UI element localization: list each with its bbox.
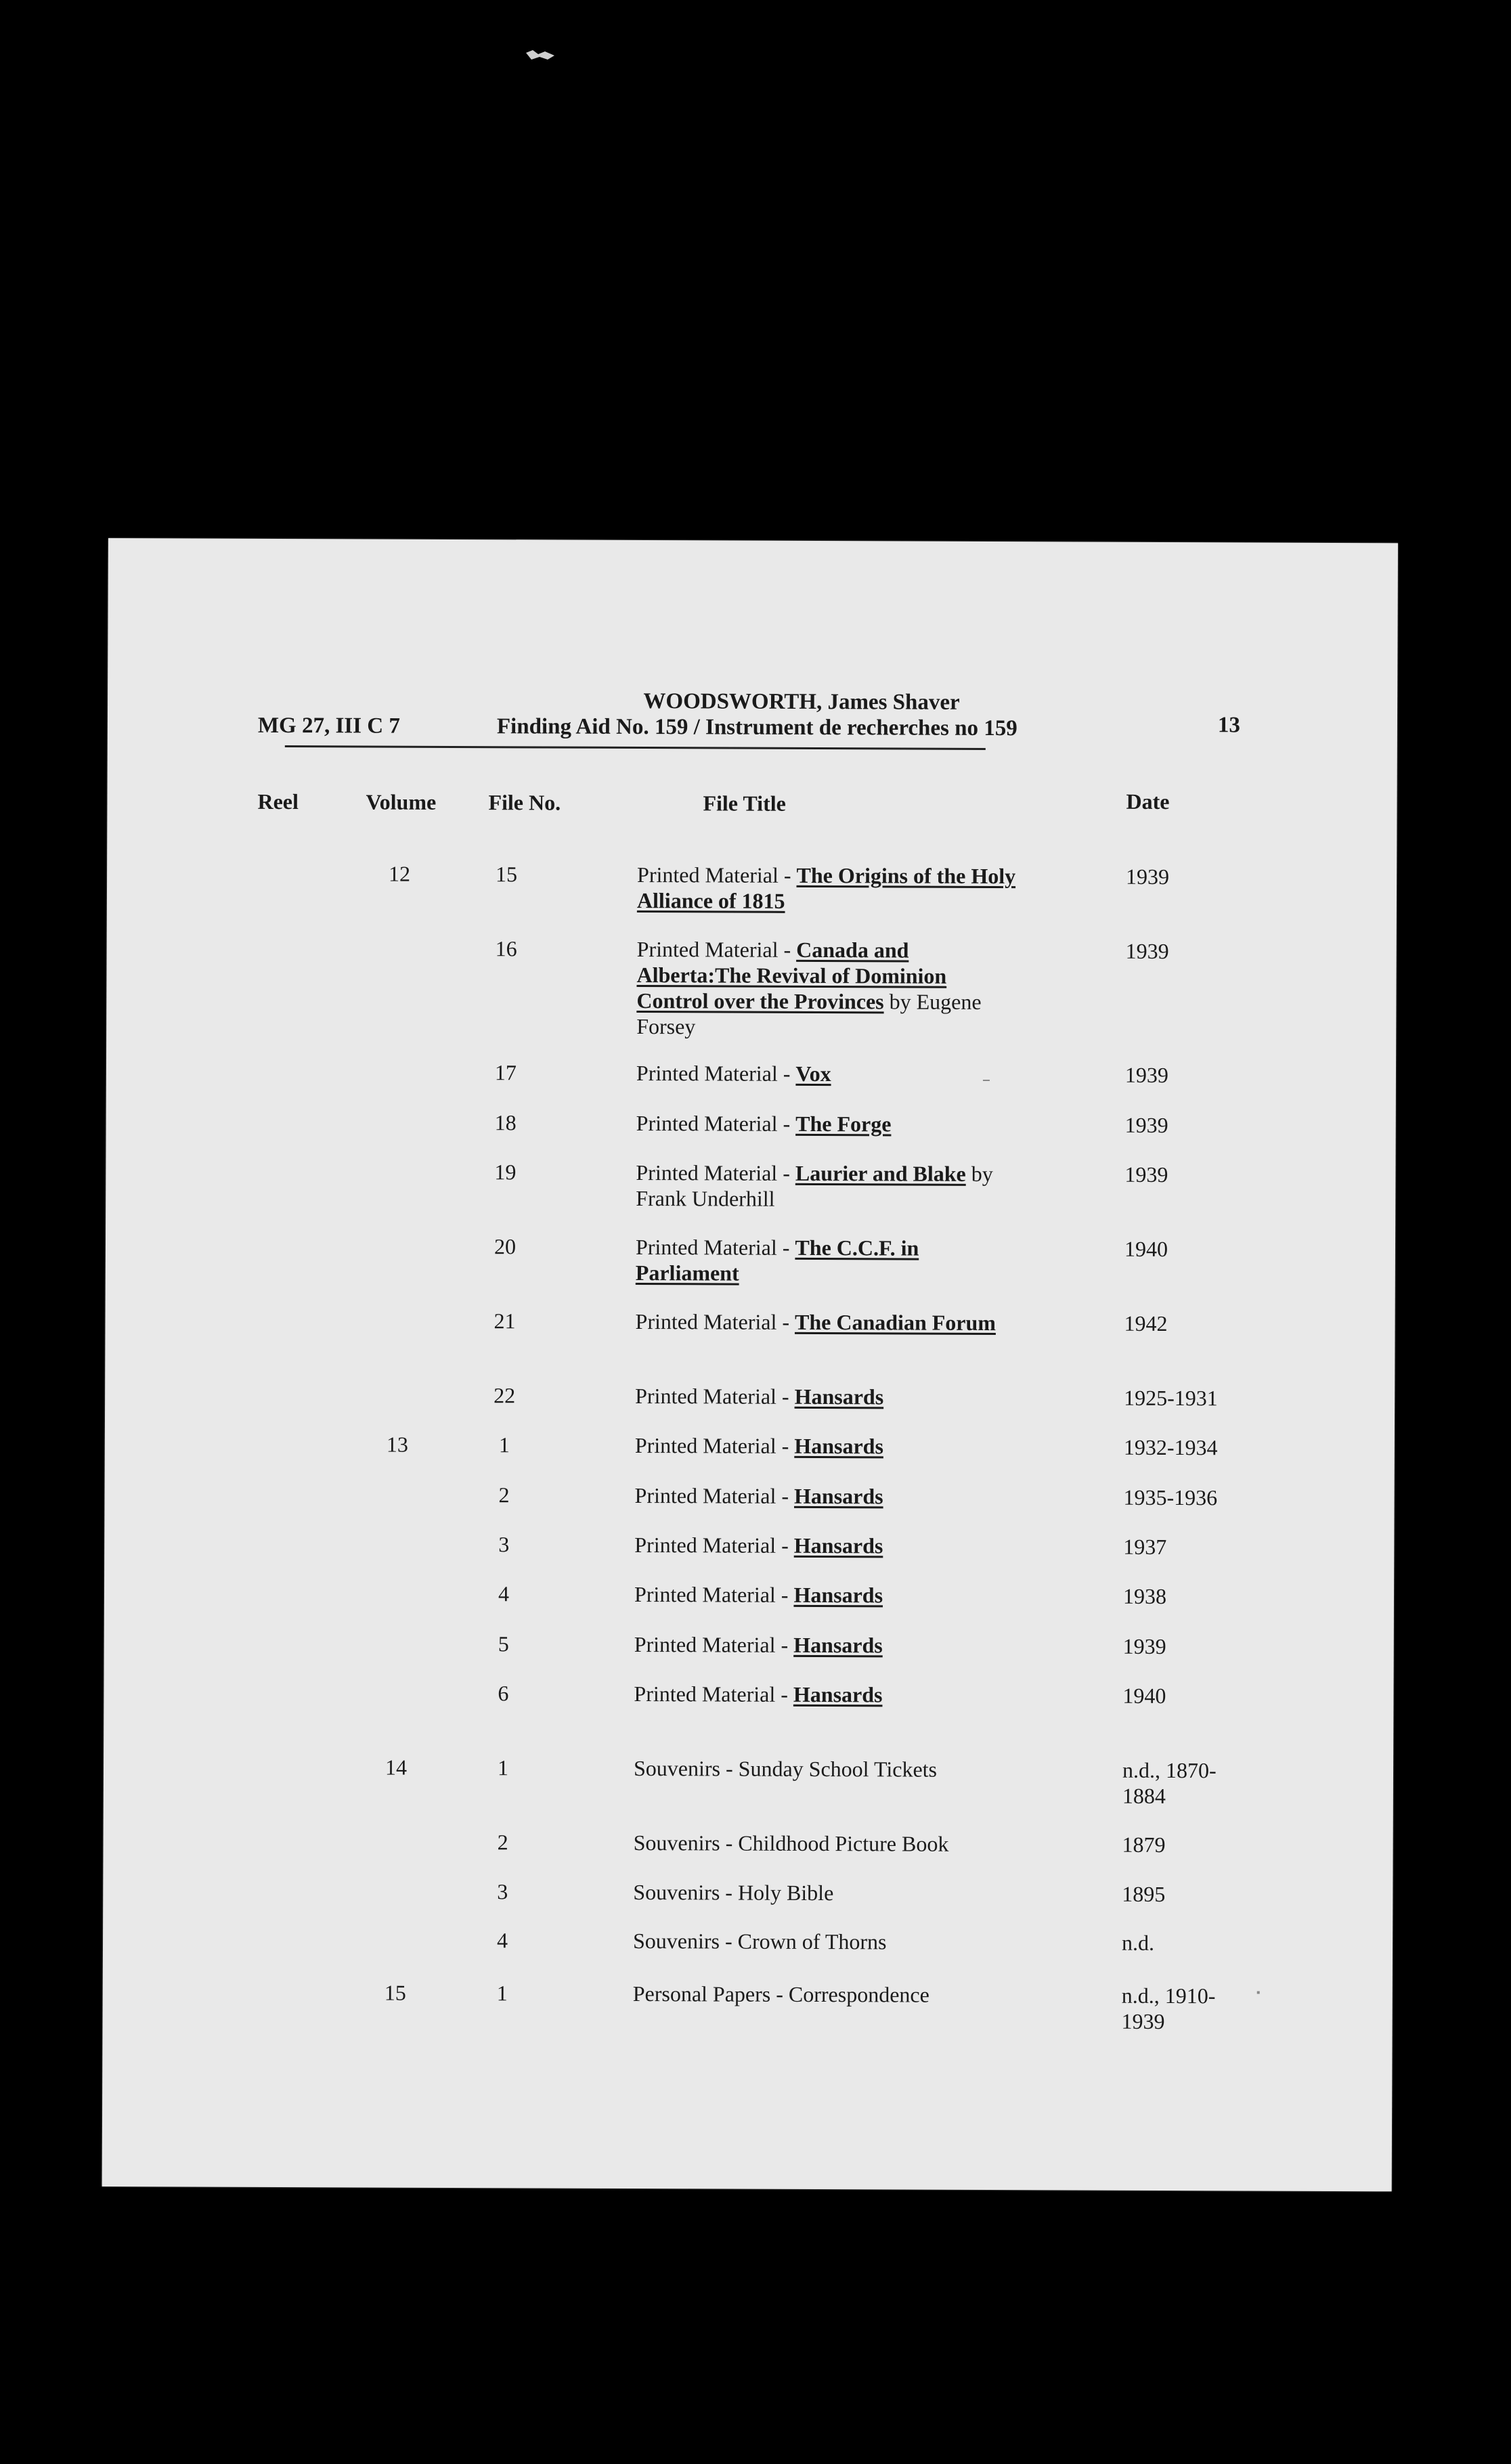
file-number: 22 [494,1383,516,1408]
column-header-reel: Reel [257,789,299,814]
file-title-prefix: Printed Material - [634,1482,795,1508]
file-title-author: by Eugene Forsey [636,989,982,1039]
file-title [636,1110,1015,1137]
file-title [636,1060,1015,1087]
file-number: 17 [494,1060,517,1085]
file-title-prefix: Printed Material - [634,1681,794,1707]
file-title [634,1581,1013,1608]
file-number: 18 [494,1110,517,1135]
file-title [635,1432,1014,1459]
column-header-file-title: File Title [703,791,786,816]
fonds-name: WOODSWORTH, James Shaver [643,689,960,715]
header-rule [285,745,986,750]
file-title [635,1482,1014,1510]
file-date: 1938 [1122,1583,1167,1609]
scan-artifact-mark [525,47,556,62]
file-number: 6 [498,1681,509,1706]
publication-title: The Canadian Forum [794,1309,997,1336]
file-number: 4 [498,1581,510,1606]
publication-title: Hansards [793,1582,883,1608]
publication-title: Hansards [793,1632,883,1658]
file-title-prefix: Printed Material - [637,862,797,887]
file-title [634,1755,1013,1782]
file-title-author: by Frank Underhill [636,1161,993,1211]
file-title [636,1160,1015,1212]
volume-number: 13 [386,1432,408,1457]
file-date: 1932-1934 [1123,1434,1218,1460]
collection-reference: MG 27, III C 7 [257,713,400,739]
volume-number: 14 [385,1755,408,1780]
file-date: 1939 [1124,1112,1168,1138]
file-date: 1940 [1124,1236,1168,1262]
file-date: 1940 [1122,1683,1166,1709]
publication-title: The Origins of the Holy Alliance of 1815 [636,862,1016,913]
file-title-prefix: Printed Material - [636,1111,796,1136]
publication-title: Hansards [794,1384,884,1409]
file-title-prefix: Souvenirs - Sunday School Tickets [633,1755,938,1782]
file-title [637,862,1016,915]
file-number: 4 [496,1928,508,1953]
file-date: 1939 [1124,1062,1169,1088]
file-number: 1 [496,1981,508,2006]
document-page [102,538,1398,2191]
file-date: 1939 [1125,938,1169,964]
publication-title: Hansards [794,1433,884,1459]
file-title-prefix: Printed Material - [634,1631,794,1657]
file-title [635,1308,1014,1336]
file-title-prefix: Printed Material - [636,1160,795,1185]
publication-title: Hansards [793,1483,883,1509]
file-title [633,1879,1012,1906]
volume-number: 12 [389,861,411,886]
file-title-prefix: Printed Material - [636,1061,796,1086]
file-title [634,1631,1013,1658]
file-date: 1937 [1123,1534,1167,1560]
file-title-prefix: Printed Material - [634,1532,794,1558]
file-title [633,1928,1012,1955]
file-title-prefix: Printed Material - [635,1308,795,1334]
file-title [635,1383,1014,1410]
file-number: 21 [494,1308,516,1334]
finding-aid-title: Finding Aid No. 159 / Instrument de recherches no 159 [496,714,1017,741]
file-title [633,1981,1012,2008]
column-header-volume: Volume [366,789,437,814]
file-title [634,1830,1013,1857]
file-title [636,936,1016,1040]
file-number: 2 [498,1482,510,1508]
file-date: 1939 [1126,864,1170,889]
scan-speck [1257,1992,1260,1994]
file-date: 1935-1936 [1123,1484,1218,1510]
publication-title: Vox [795,1061,831,1086]
file-date: 1942 [1124,1311,1168,1336]
file-date: n.d., 1910-1939 [1121,1983,1216,2034]
file-number: 1 [497,1755,509,1780]
file-date: n.d., 1870-1884 [1122,1757,1217,1809]
file-number: 16 [495,936,517,961]
publication-title: The C.C.F. in Parliament [635,1235,919,1285]
file-date: 1939 [1122,1633,1166,1659]
file-title-prefix: Printed Material - [635,1383,795,1409]
file-title-prefix: Personal Papers - Correspondence [632,1981,929,2007]
file-date: 1895 [1122,1881,1166,1907]
file-number: 1 [498,1432,510,1457]
file-date: 1925-1931 [1124,1385,1218,1411]
file-number: 5 [498,1631,509,1656]
publication-title: Hansards [793,1533,883,1558]
column-header-file-no: File No. [488,790,561,815]
file-title [636,1234,1015,1287]
file-number: 2 [497,1830,508,1855]
volume-number: 15 [384,1980,406,2005]
scan-speck [983,1080,990,1081]
file-title-prefix: Souvenirs - Holy Bible [633,1879,834,1906]
file-number: 15 [496,862,518,887]
file-number: 20 [494,1234,517,1259]
file-title [634,1681,1013,1708]
file-title-prefix: Souvenirs - Crown of Thorns [632,1928,887,1954]
file-title-prefix: Printed Material - [634,1432,795,1458]
file-date: 1939 [1124,1162,1168,1187]
file-number: 3 [498,1532,510,1557]
page-number: 13 [1217,713,1241,738]
file-title-prefix: Printed Material - [636,937,797,962]
file-title-prefix: Printed Material - [634,1581,794,1607]
publication-title: Hansards [793,1681,883,1707]
file-title [634,1532,1013,1559]
publication-title: Canada and Alberta:The Revival of Dominion Control over the Provinces [636,937,947,1014]
file-title-prefix: Printed Material - [635,1234,795,1260]
publication-title: Laurier and Blake [795,1160,966,1186]
file-title-prefix: Souvenirs - Childhood Picture Book [633,1830,949,1856]
file-date: 1879 [1122,1832,1166,1857]
column-header-date: Date [1126,789,1170,814]
file-number: 19 [494,1160,517,1185]
file-date: n.d. [1121,1930,1155,1955]
file-number: 3 [497,1879,508,1904]
publication-title: The Forge [795,1111,892,1137]
